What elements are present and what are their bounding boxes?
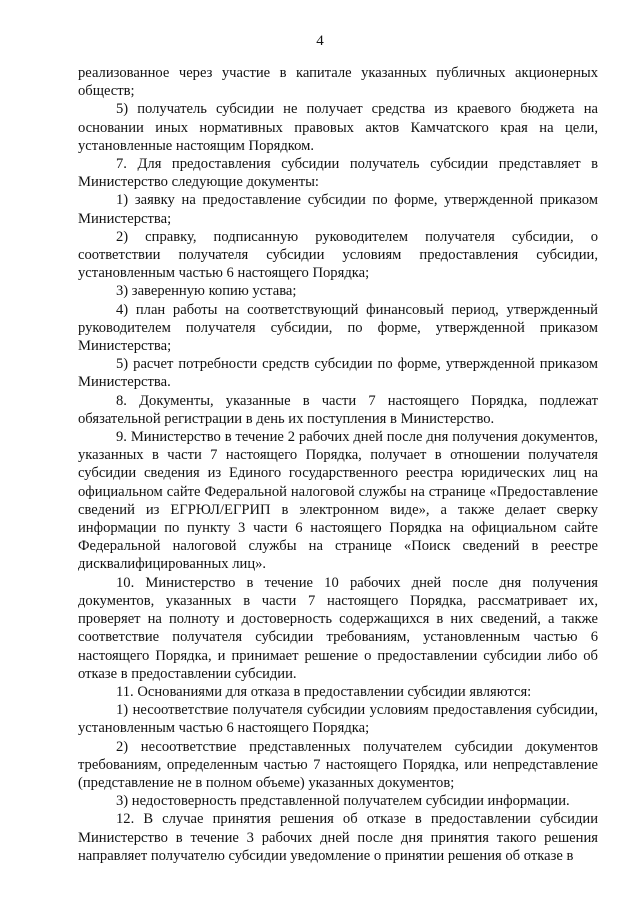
paragraph-11: 11. Основаниями для отказа в предоставлении субсидии являются:	[116, 683, 532, 700]
paragraph-11-3: 3) недостоверность представленной получателем субсидии информации.	[116, 793, 570, 810]
paragraph-7-5: 5) расчет потребности средств субсидии по форме, утвержденной приказом Министерства.	[78, 356, 598, 391]
paragraph-7-1: 1) заявку на предоставление субсидии по форме, утвержденной приказом Министерства;	[78, 192, 598, 227]
paragraph-6-5: 5) получатель субсидии не получает средства из краевого бюджета на основании иных нормативных правовых актов Камчатского края на цели, установленные настоящим Порядком.	[78, 101, 598, 154]
paragraph-7-3: 3) заверенную копию устава;	[116, 283, 297, 300]
paragraph-11-1: 1) несоответствие получателя субсидии условиям предоставления субсидии, установленным частью 6 настоящего Порядка;	[78, 702, 598, 737]
paragraph-7-2: 2) справку, подписанную руководителем получателя субсидии, о соответствии получателя субсидии условиям предоставления субсидии, установленным частью 6 настоящего Порядка;	[78, 228, 598, 282]
paragraph-9: 9. Министерство в течение 2 рабочих дней после дня получения документов, указанных в части 7 настоящего Порядка, получает в отношении получателя субсидии сведения из Единого государственного реестра юридических лиц на официальном сайте Федеральной налоговой службы на странице «Предоставление сведений из ЕГРЮЛ/ЕГРИП в электронном виде», а также делает сверку информации по пункту 3 части 6 настоящего Порядка на официальном сайте Федеральной налоговой службы на странице «Поиск сведений в реестре дисквалифицированных лиц».	[78, 429, 598, 573]
paragraph-11-2: 2) несоответствие представленных получателем субсидии документов требованиям, определенным частью 7 настоящего Порядка, или непредставление (представление не в полном объеме) указанных документов;	[78, 738, 598, 791]
document-body	[78, 64, 598, 865]
paragraph-7-4: 4) план работы на соответствующий финансовый период, утвержденный руководителем получателя субсидии, по форме, утвержденной приказом Министерства;	[78, 301, 598, 355]
paragraph-7: 7. Для предоставления субсидии получатель субсидии представляет в Министерство следующие документы:	[78, 156, 598, 191]
page-number: 4	[316, 33, 324, 49]
paragraph-12: 12. В случае принятия решения об отказе в предоставлении субсидии Министерство в течение 3 рабочих дней после дня принятия такого решения направляет получателю субсидии уведомление о принятии решения об отказе в	[78, 811, 598, 864]
paragraph-continuation: реализованное через участие в капитале указанных публичных акционерных обществ;	[78, 65, 598, 100]
paragraph-10: 10. Министерство в течение 10 рабочих дней после дня получения документов, указанных в части 7 настоящего Порядка, рассматривает их, проверяет на полноту и достоверность содержащихся в них сведений, а также соответствие получателя субсидии требованиям, установленным частью 6 настоящего Порядка, и принимает решение о предоставлении субсидии либо об отказе в предоставлении субсидии.	[78, 574, 598, 682]
paragraph-8: 8. Документы, указанные в части 7 настоящего Порядка, подлежат обязательной регистрации в день их поступления в Министерство.	[78, 392, 598, 427]
